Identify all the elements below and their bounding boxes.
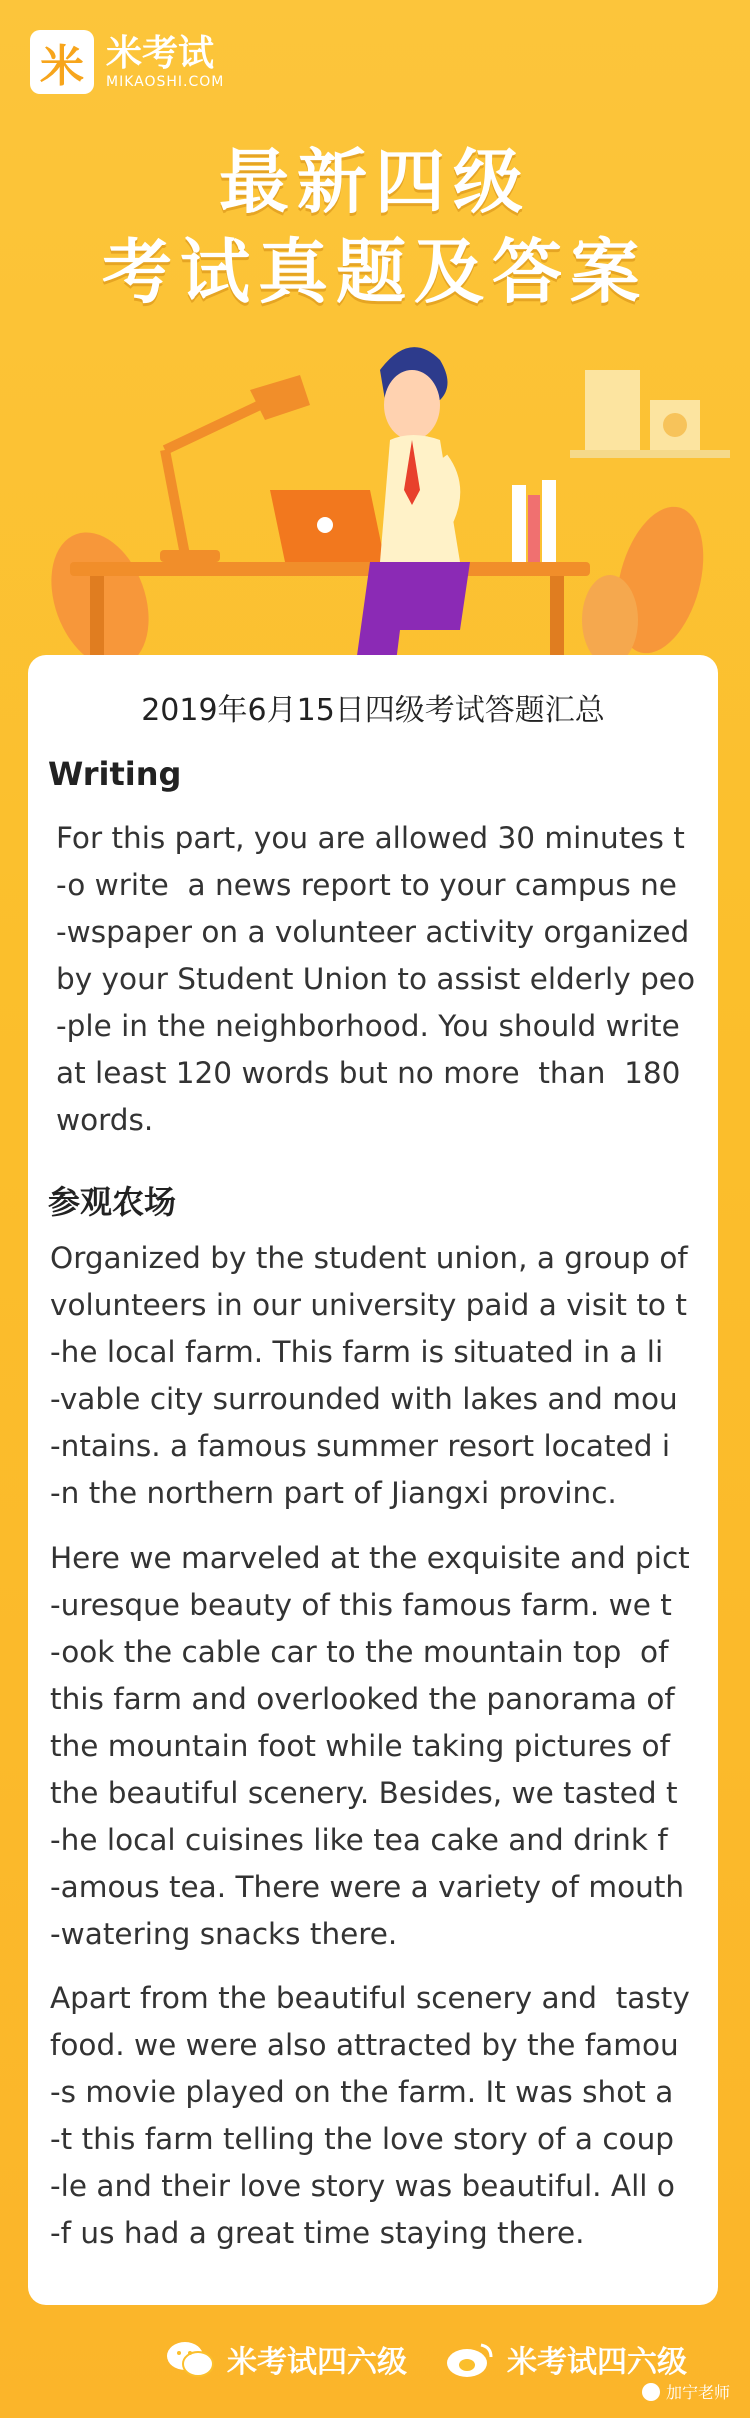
- footer: [0, 2325, 750, 2395]
- brand-logo: [30, 30, 224, 94]
- weibo-icon: [445, 2339, 495, 2379]
- writing-prompt: For this part, you are allowed 30 minutes t -o write a news report to your campus ne -wspaper on a volunteer activity organized by your Student Union to assist elderly peo -ple in the neighborhood. You should write at least 120 words but no more than 180 words.: [56, 821, 696, 1137]
- wechat-small-icon: [642, 2383, 660, 2401]
- brand-name: 米考试: [106, 33, 215, 74]
- weibo-account[interactable]: [445, 2337, 687, 2381]
- logo-text: [106, 34, 224, 90]
- hero-title-line2: 考试真题及答案: [102, 231, 648, 313]
- watermark: [642, 2380, 730, 2403]
- essay-paragraph-2: Here we marveled at the exquisite and pict -uresque beauty of this famous farm. we t -ook the cable car to the mountain top of this farm and overlooked the panorama of the mountain foot while taking pictures of the beautiful scenery. Besides, we tasted t -he local cuisines like tea cake and drink f -amous tea. There were a variety of mouth -watering snacks there.: [50, 1541, 690, 1951]
- brand-domain: MIKAOSHI.COM: [106, 74, 225, 90]
- weibo-label: 米考试四六级: [507, 2345, 687, 2380]
- watermark-text: 加宁老师: [665, 2383, 730, 2402]
- wechat-account[interactable]: [165, 2337, 407, 2381]
- wechat-label: 米考试四六级: [227, 2345, 407, 2380]
- wechat-icon: [165, 2339, 215, 2379]
- card-title: 2019年6月15日四级考试答题汇总: [141, 693, 605, 728]
- hero-title-line1: 最新四级: [219, 141, 531, 223]
- writing-heading: Writing: [48, 755, 182, 793]
- essay-heading: 参观农场: [48, 1183, 177, 1221]
- logo-badge: 米: [30, 30, 94, 94]
- essay-paragraph-3: Apart from the beautiful scenery and tasty food. we were also attracted by the famou -s movie played on the farm. It was shot a -t this farm telling the love story of a coup -le and their love story was beautiful. All o -f us had a great time staying there.: [50, 1981, 690, 2250]
- essay-paragraph-1: Organized by the student union, a group of volunteers in our university paid a visit to t -he local farm. This farm is situated in a li -vable city surrounded with lakes and mou -ntains. a famous summer resort located i -n the northern part of Jiangxi provinc.: [50, 1241, 688, 1510]
- content-card: [28, 655, 718, 2305]
- desk-illustration: [0, 330, 750, 670]
